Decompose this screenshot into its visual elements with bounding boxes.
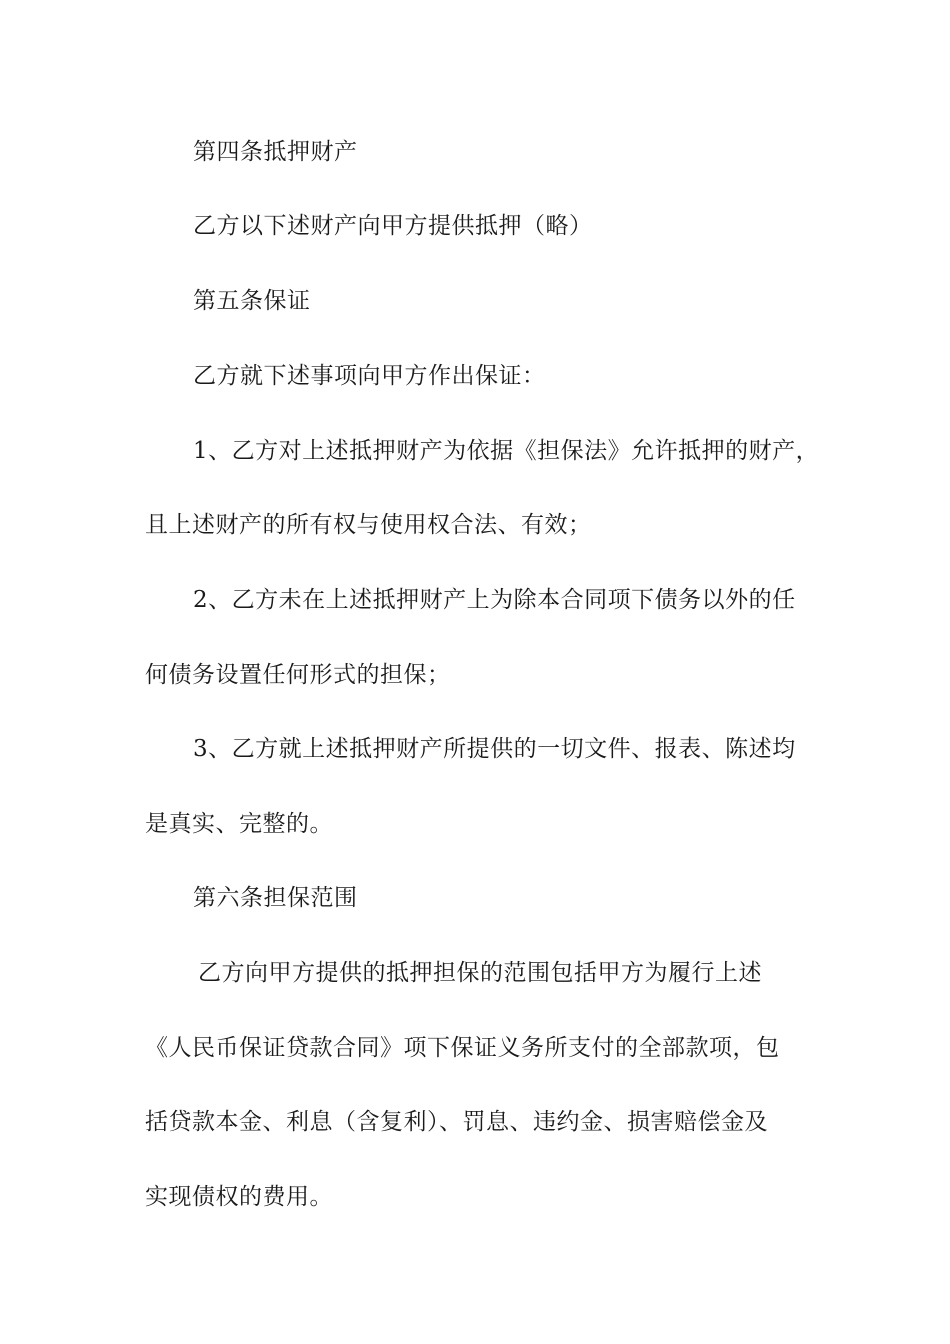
article-6-line-4: 实现债权的费用。 (145, 1184, 333, 1210)
article-5-intro: 乙方就下述事项向甲方作出保证： (193, 363, 546, 389)
clause-3-line-2: 是真实、完整的。 (145, 811, 333, 837)
clause-1-line-2: 且上述财产的所有权与使用权合法、有效； (145, 512, 592, 538)
article-6-line-2: 《人民币保证贷款合同》项下保证义务所支付的全部款项，包 (145, 1035, 780, 1061)
clause-2-line-1: 2、乙方未在上述抵押财产上为除本合同项下债务以外的任 (193, 587, 796, 613)
clause-1-line-1: 1、乙方对上述抵押财产为依据《担保法》允许抵押的财产， (193, 438, 820, 464)
clause-3-line-1: 3、乙方就上述抵押财产所提供的一切文件、报表、陈述均 (193, 736, 796, 762)
article-6-line-1: 乙方向甲方提供的抵押担保的范围包括甲方为履行上述 (198, 960, 762, 986)
article-6-line-3: 括贷款本金、利息（含复利）、罚息、违约金、损害赔偿金及 (145, 1109, 768, 1135)
article-4-text: 乙方以下述财产向甲方提供抵押（略） (193, 213, 593, 239)
clause-2-line-2: 何债务设置任何形式的担保； (145, 662, 451, 688)
article-4-heading: 第四条抵押财产 (193, 139, 358, 165)
article-6-heading: 第六条担保范围 (193, 885, 358, 911)
article-5-heading: 第五条保证 (193, 288, 311, 314)
